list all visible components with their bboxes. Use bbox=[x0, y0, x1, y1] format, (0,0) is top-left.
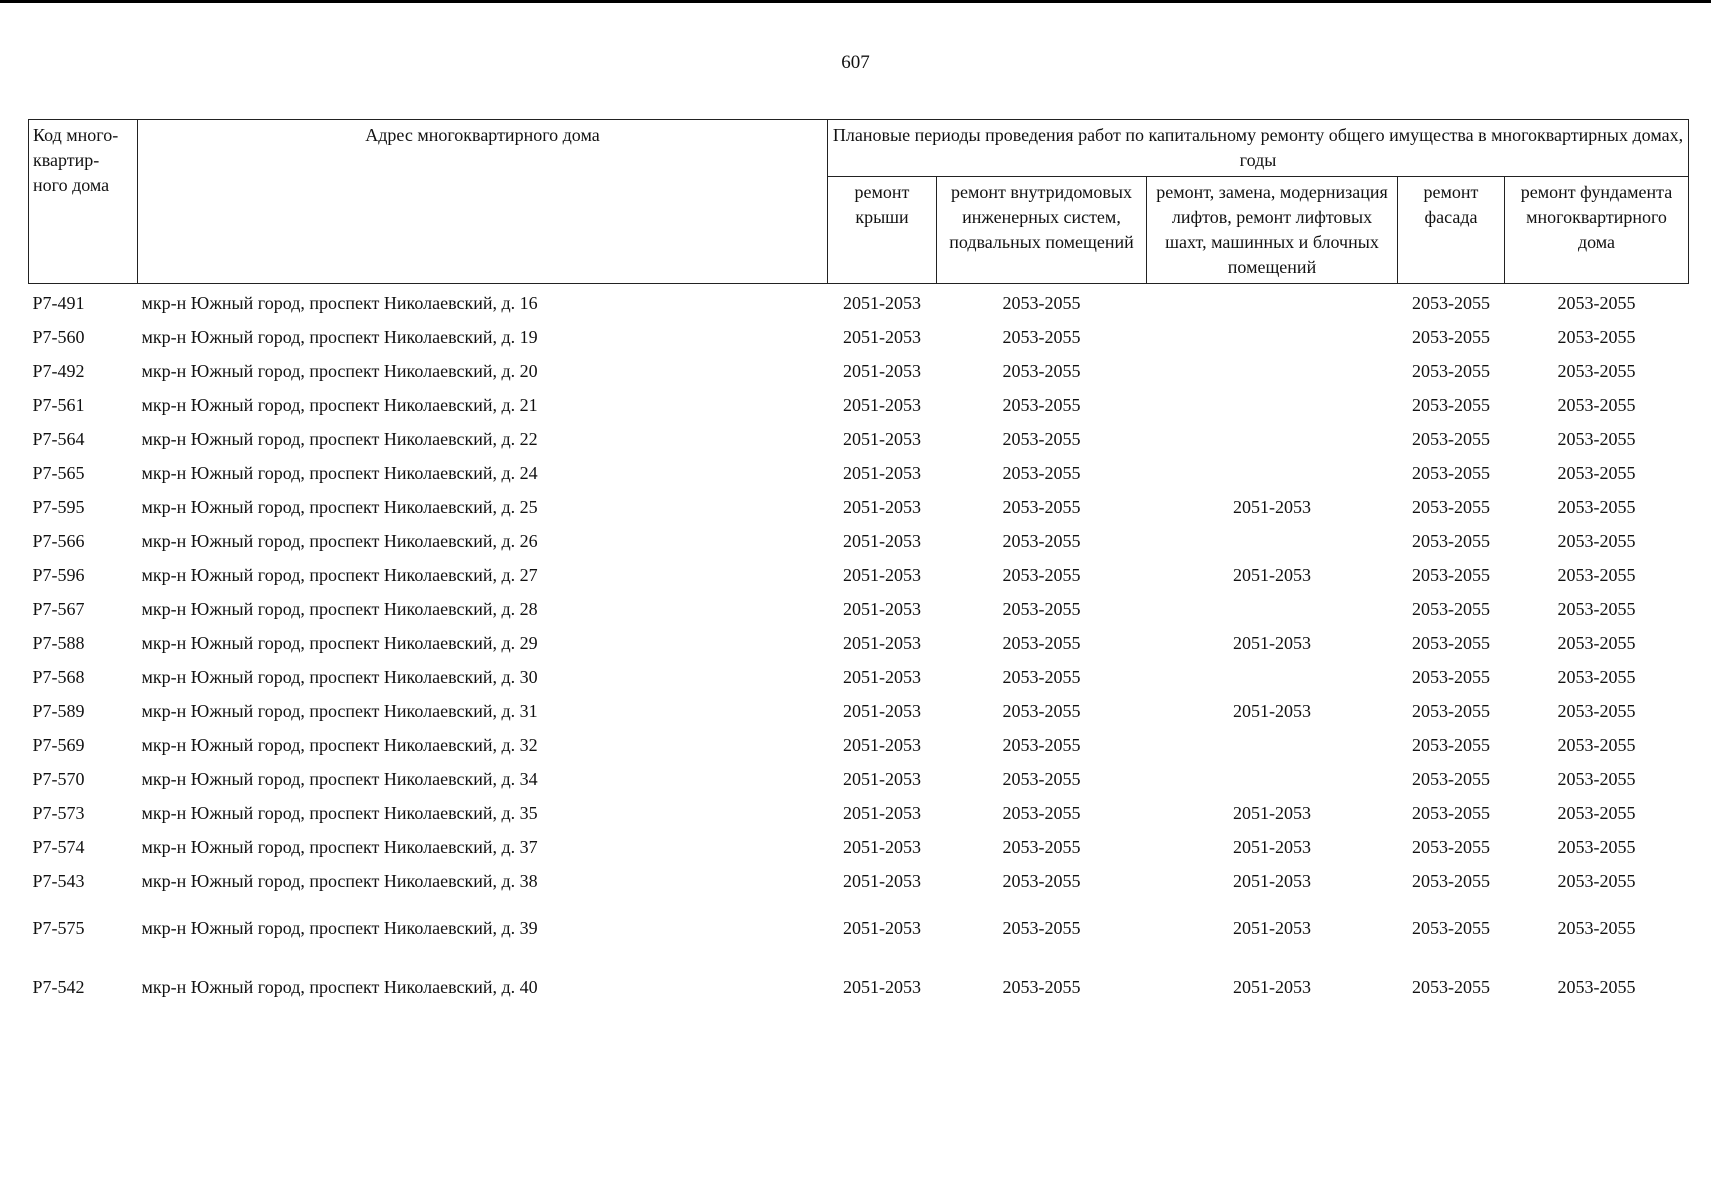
cell-foundation: 2053-2055 bbox=[1557, 599, 1636, 619]
cell-address: мкр-н Южный город, проспект Николаевский, д. 26 bbox=[141, 531, 538, 551]
header-address: Адрес многоквартирного дома bbox=[138, 120, 828, 284]
cell-foundation: 2053-2055 bbox=[1557, 361, 1636, 381]
table-row bbox=[29, 898, 1689, 957]
table-row bbox=[29, 388, 1689, 422]
table-row bbox=[29, 422, 1689, 456]
cell-elevators: 2051-2053 bbox=[1233, 871, 1311, 891]
cell-address: мкр-н Южный город, проспект Николаевский, д. 37 bbox=[141, 837, 538, 857]
cell-elevators bbox=[1147, 354, 1398, 388]
cell-code: Р7-588 bbox=[32, 633, 85, 653]
table-row bbox=[29, 284, 1689, 321]
cell-address: мкр-н Южный город, проспект Николаевский, д. 30 bbox=[141, 667, 538, 687]
table-row bbox=[29, 660, 1689, 694]
cell-roof: 2051-2053 bbox=[843, 667, 921, 687]
cell-address: мкр-н Южный город, проспект Николаевский, д. 28 bbox=[141, 599, 538, 619]
header-foundation: ремонт фундамента многоквартирного дома bbox=[1505, 177, 1689, 284]
table-row bbox=[29, 320, 1689, 354]
cell-roof: 2051-2053 bbox=[843, 565, 921, 585]
cell-roof: 2051-2053 bbox=[843, 976, 921, 997]
cell-elevators bbox=[1147, 456, 1398, 490]
cell-foundation: 2053-2055 bbox=[1557, 531, 1636, 551]
cell-code: Р7-568 bbox=[32, 667, 85, 687]
cell-code: Р7-575 bbox=[32, 917, 85, 938]
cell-code: Р7-570 bbox=[32, 769, 85, 789]
cell-code: Р7-565 bbox=[32, 463, 85, 483]
cell-address: мкр-н Южный город, проспект Николаевский, д. 20 bbox=[141, 361, 538, 381]
cell-engineering: 2053-2055 bbox=[1002, 803, 1081, 823]
cell-code: Р7-542 bbox=[32, 976, 85, 997]
cell-facade: 2053-2055 bbox=[1412, 361, 1490, 381]
cell-address: мкр-н Южный город, проспект Николаевский, д. 29 bbox=[141, 633, 538, 653]
capital-repair-table bbox=[28, 119, 1689, 1016]
header-facade: ремонт фасада bbox=[1398, 177, 1505, 284]
cell-engineering: 2053-2055 bbox=[1002, 293, 1081, 313]
cell-address: мкр-н Южный город, проспект Николаевский, д. 21 bbox=[141, 395, 538, 415]
cell-engineering: 2053-2055 bbox=[1002, 769, 1081, 789]
cell-roof: 2051-2053 bbox=[843, 633, 921, 653]
cell-roof: 2051-2053 bbox=[843, 769, 921, 789]
cell-engineering: 2053-2055 bbox=[1002, 599, 1081, 619]
cell-roof: 2051-2053 bbox=[843, 871, 921, 891]
cell-facade: 2053-2055 bbox=[1412, 531, 1490, 551]
cell-foundation: 2053-2055 bbox=[1557, 463, 1636, 483]
cell-elevators bbox=[1147, 320, 1398, 354]
cell-code: Р7-561 bbox=[32, 395, 85, 415]
cell-address: мкр-н Южный город, проспект Николаевский, д. 25 bbox=[141, 497, 538, 517]
cell-roof: 2051-2053 bbox=[843, 327, 921, 347]
cell-facade: 2053-2055 bbox=[1412, 395, 1490, 415]
cell-elevators: 2051-2053 bbox=[1233, 565, 1311, 585]
cell-facade: 2053-2055 bbox=[1412, 599, 1490, 619]
cell-elevators bbox=[1147, 592, 1398, 626]
cell-address: мкр-н Южный город, проспект Николаевский, д. 27 bbox=[141, 565, 538, 585]
cell-foundation: 2053-2055 bbox=[1557, 769, 1636, 789]
cell-address: мкр-н Южный город, проспект Николаевский, д. 19 bbox=[141, 327, 538, 347]
top-rule bbox=[0, 0, 1711, 3]
table-row bbox=[29, 490, 1689, 524]
cell-code: Р7-596 bbox=[32, 565, 85, 585]
cell-engineering: 2053-2055 bbox=[1002, 667, 1081, 687]
table-row bbox=[29, 864, 1689, 898]
cell-facade: 2053-2055 bbox=[1412, 497, 1490, 517]
cell-elevators: 2051-2053 bbox=[1233, 837, 1311, 857]
cell-facade: 2053-2055 bbox=[1412, 803, 1490, 823]
cell-engineering: 2053-2055 bbox=[1002, 917, 1081, 938]
cell-roof: 2051-2053 bbox=[843, 293, 921, 313]
cell-roof: 2051-2053 bbox=[843, 837, 921, 857]
cell-address: мкр-н Южный город, проспект Николаевский, д. 38 bbox=[141, 871, 538, 891]
cell-facade: 2053-2055 bbox=[1412, 769, 1490, 789]
cell-foundation: 2053-2055 bbox=[1557, 803, 1636, 823]
cell-engineering: 2053-2055 bbox=[1002, 463, 1081, 483]
cell-foundation: 2053-2055 bbox=[1557, 293, 1636, 313]
cell-address: мкр-н Южный город, проспект Николаевский, д. 40 bbox=[141, 976, 538, 997]
header-code: Код много-квартир-ного дома bbox=[29, 120, 138, 284]
cell-foundation: 2053-2055 bbox=[1557, 917, 1636, 938]
cell-elevators: 2051-2053 bbox=[1233, 803, 1311, 823]
table-row bbox=[29, 592, 1689, 626]
cell-foundation: 2053-2055 bbox=[1557, 429, 1636, 449]
table-row bbox=[29, 957, 1689, 1016]
cell-engineering: 2053-2055 bbox=[1002, 976, 1081, 997]
cell-foundation: 2053-2055 bbox=[1557, 735, 1636, 755]
cell-code: Р7-560 bbox=[32, 327, 85, 347]
cell-code: Р7-595 bbox=[32, 497, 85, 517]
cell-roof: 2051-2053 bbox=[843, 395, 921, 415]
cell-roof: 2051-2053 bbox=[843, 599, 921, 619]
table-row bbox=[29, 558, 1689, 592]
cell-address: мкр-н Южный город, проспект Николаевский, д. 32 bbox=[141, 735, 538, 755]
cell-foundation: 2053-2055 bbox=[1557, 667, 1636, 687]
cell-facade: 2053-2055 bbox=[1412, 293, 1490, 313]
cell-foundation: 2053-2055 bbox=[1557, 497, 1636, 517]
cell-code: Р7-566 bbox=[32, 531, 85, 551]
cell-code: Р7-574 bbox=[32, 837, 85, 857]
cell-elevators: 2051-2053 bbox=[1233, 701, 1311, 721]
cell-roof: 2051-2053 bbox=[843, 531, 921, 551]
cell-engineering: 2053-2055 bbox=[1002, 735, 1081, 755]
cell-engineering: 2053-2055 bbox=[1002, 565, 1081, 585]
cell-foundation: 2053-2055 bbox=[1557, 633, 1636, 653]
cell-engineering: 2053-2055 bbox=[1002, 429, 1081, 449]
cell-facade: 2053-2055 bbox=[1412, 633, 1490, 653]
cell-foundation: 2053-2055 bbox=[1557, 871, 1636, 891]
cell-engineering: 2053-2055 bbox=[1002, 837, 1081, 857]
table-row bbox=[29, 694, 1689, 728]
cell-address: мкр-н Южный город, проспект Николаевский, д. 35 bbox=[141, 803, 538, 823]
cell-code: Р7-491 bbox=[32, 293, 85, 313]
cell-address: мкр-н Южный город, проспект Николаевский, д. 22 bbox=[141, 429, 538, 449]
cell-elevators bbox=[1147, 728, 1398, 762]
cell-facade: 2053-2055 bbox=[1412, 837, 1490, 857]
table-row bbox=[29, 456, 1689, 490]
cell-engineering: 2053-2055 bbox=[1002, 327, 1081, 347]
cell-foundation: 2053-2055 bbox=[1557, 395, 1636, 415]
cell-address: мкр-н Южный город, проспект Николаевский, д. 39 bbox=[141, 917, 538, 938]
cell-engineering: 2053-2055 bbox=[1002, 633, 1081, 653]
table-row bbox=[29, 524, 1689, 558]
cell-elevators: 2051-2053 bbox=[1233, 917, 1311, 938]
cell-foundation: 2053-2055 bbox=[1557, 565, 1636, 585]
cell-elevators bbox=[1147, 388, 1398, 422]
cell-address: мкр-н Южный город, проспект Николаевский, д. 24 bbox=[141, 463, 538, 483]
table-row bbox=[29, 796, 1689, 830]
cell-facade: 2053-2055 bbox=[1412, 871, 1490, 891]
cell-elevators bbox=[1147, 284, 1398, 321]
cell-elevators bbox=[1147, 660, 1398, 694]
cell-code: Р7-589 bbox=[32, 701, 85, 721]
cell-engineering: 2053-2055 bbox=[1002, 497, 1081, 517]
cell-roof: 2051-2053 bbox=[843, 463, 921, 483]
cell-roof: 2051-2053 bbox=[843, 701, 921, 721]
cell-address: мкр-н Южный город, проспект Николаевский, д. 16 bbox=[141, 293, 538, 313]
header-roof: ремонт крыши bbox=[828, 177, 937, 284]
header-planned-periods: Плановые периоды проведения работ по капитальному ремонту общего имущества в многоквартирных домах, годы bbox=[828, 120, 1689, 177]
cell-engineering: 2053-2055 bbox=[1002, 361, 1081, 381]
table-row bbox=[29, 728, 1689, 762]
cell-code: Р7-573 bbox=[32, 803, 85, 823]
header-elevators: ремонт, замена, модернизация лифтов, ремонт лифтовых шахт, машинных и блочных помещений bbox=[1147, 177, 1398, 284]
header-engineering: ремонт внутридомовых инженерных систем, подвальных помещений bbox=[937, 177, 1147, 284]
table-row bbox=[29, 354, 1689, 388]
cell-roof: 2051-2053 bbox=[843, 735, 921, 755]
cell-facade: 2053-2055 bbox=[1412, 701, 1490, 721]
cell-facade: 2053-2055 bbox=[1412, 463, 1490, 483]
cell-code: Р7-492 bbox=[32, 361, 85, 381]
cell-engineering: 2053-2055 bbox=[1002, 531, 1081, 551]
cell-address: мкр-н Южный город, проспект Николаевский, д. 34 bbox=[141, 769, 538, 789]
table-row bbox=[29, 762, 1689, 796]
cell-roof: 2051-2053 bbox=[843, 803, 921, 823]
cell-facade: 2053-2055 bbox=[1412, 429, 1490, 449]
cell-elevators: 2051-2053 bbox=[1233, 633, 1311, 653]
cell-elevators bbox=[1147, 762, 1398, 796]
cell-foundation: 2053-2055 bbox=[1557, 837, 1636, 857]
cell-code: Р7-543 bbox=[32, 871, 85, 891]
header-row-top bbox=[29, 120, 1689, 177]
cell-roof: 2051-2053 bbox=[843, 429, 921, 449]
cell-facade: 2053-2055 bbox=[1412, 565, 1490, 585]
cell-engineering: 2053-2055 bbox=[1002, 871, 1081, 891]
table-row bbox=[29, 626, 1689, 660]
table-row bbox=[29, 830, 1689, 864]
cell-foundation: 2053-2055 bbox=[1557, 701, 1636, 721]
cell-foundation: 2053-2055 bbox=[1557, 327, 1636, 347]
cell-elevators: 2051-2053 bbox=[1233, 497, 1311, 517]
cell-engineering: 2053-2055 bbox=[1002, 395, 1081, 415]
cell-facade: 2053-2055 bbox=[1412, 917, 1490, 938]
cell-facade: 2053-2055 bbox=[1412, 976, 1490, 997]
page-number: 607 bbox=[841, 52, 870, 73]
cell-facade: 2053-2055 bbox=[1412, 735, 1490, 755]
cell-elevators bbox=[1147, 524, 1398, 558]
cell-code: Р7-564 bbox=[32, 429, 85, 449]
table-body bbox=[29, 284, 1689, 1017]
cell-address: мкр-н Южный город, проспект Николаевский, д. 31 bbox=[141, 701, 538, 721]
cell-facade: 2053-2055 bbox=[1412, 667, 1490, 687]
cell-code: Р7-567 bbox=[32, 599, 85, 619]
cell-foundation: 2053-2055 bbox=[1557, 976, 1636, 997]
cell-code: Р7-569 bbox=[32, 735, 85, 755]
cell-facade: 2053-2055 bbox=[1412, 327, 1490, 347]
cell-roof: 2051-2053 bbox=[843, 917, 921, 938]
cell-elevators: 2051-2053 bbox=[1233, 976, 1311, 997]
cell-roof: 2051-2053 bbox=[843, 497, 921, 517]
cell-elevators bbox=[1147, 422, 1398, 456]
cell-roof: 2051-2053 bbox=[843, 361, 921, 381]
cell-engineering: 2053-2055 bbox=[1002, 701, 1081, 721]
